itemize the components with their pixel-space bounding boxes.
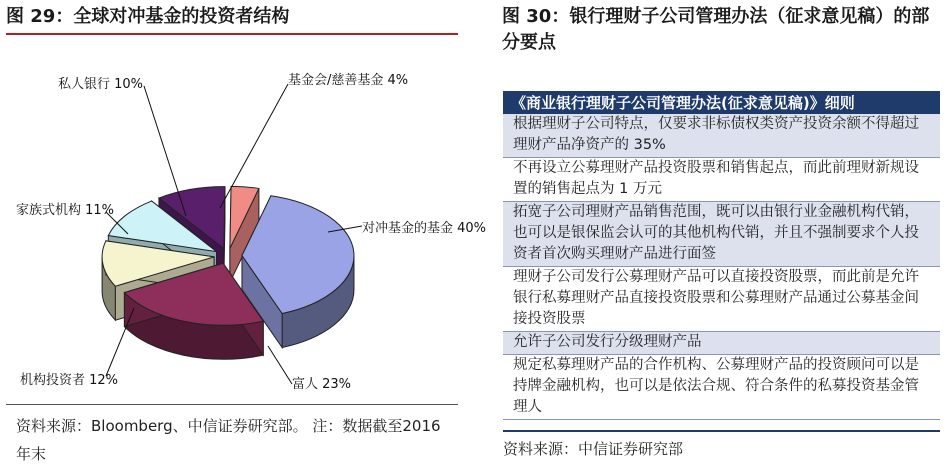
table-row: 理财子公司发行公募理财产品可以直接投资股票，而此前是允许银行私募理财产品直接投资股票和公募理财产品通过公募基金间接投资股票	[503, 267, 940, 332]
leader-line	[268, 346, 292, 384]
left-source-note: 资料来源：Bloomberg、中信证券研究部。 注：数据截至2016 年末	[16, 417, 441, 463]
pie-chart-area	[6, 46, 487, 402]
table-row: 拓宽子公司理财产品销售范围，既可以由银行业金融机构代销，也可以是银保监会认可的其他机构代销，并且不强制要求个人投资者首次购买理财产品进行面签	[503, 202, 940, 267]
right-figure-title: 图 30：银行理财子公司管理办法（征求意见稿）的部分要点	[502, 6, 930, 53]
slice-label: 机构投资者 12%	[20, 373, 119, 388]
rules-table	[503, 91, 940, 420]
slice-label: 基金会/慈善基金 4%	[288, 73, 409, 88]
slice-label: 家族式机构 11%	[16, 203, 115, 218]
table-row: 规定私募理财产品的合作机构、公募理财产品的投资顾问可以是持牌金融机构，也可以是依法合规、符合条件的私募投资基金管理人	[503, 355, 940, 420]
right-source-note: 资料来源：中信证券研究部	[503, 440, 684, 458]
slice-label: 私人银行 10%	[58, 77, 144, 92]
table-header: 《商业银行理财子公司管理办法(征求意见稿)》细则	[503, 91, 940, 114]
left-figure-title: 图 29：全球对冲基金的投资者结构	[6, 4, 458, 35]
table-row: 允许子公司发行分级理财产品	[503, 332, 940, 355]
pie-chart	[6, 46, 487, 402]
slice-label: 富人 23%	[292, 377, 352, 392]
slice-label: 对冲基金的基金 40%	[362, 221, 487, 236]
table-row: 根据理财子公司特点，仅要求非标债权类资产投资余额不得超过理财产品净资产的 35%	[503, 114, 940, 158]
left-divider	[6, 404, 458, 405]
table-row: 不再设立公募理财产品投资股票和销售起点，而此前理财新规设置的销售起点为 1 万元	[503, 158, 940, 202]
right-divider	[503, 430, 940, 432]
